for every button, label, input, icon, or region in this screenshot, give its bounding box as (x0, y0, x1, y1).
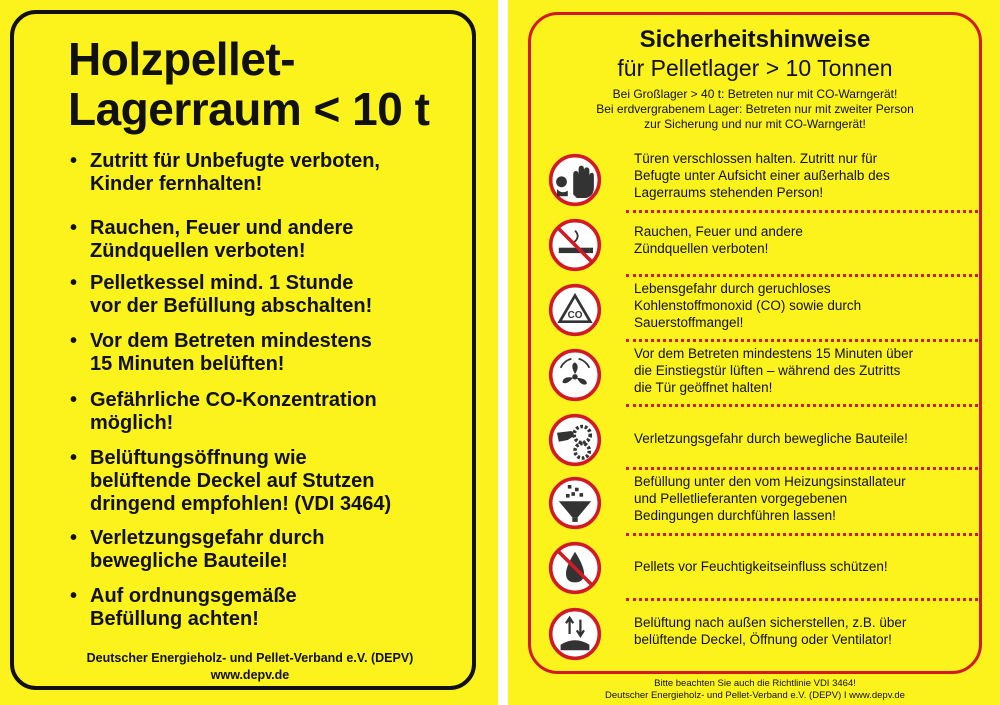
hazard-text-line: Lebensgefahr durch geruchloses (634, 281, 831, 296)
dotted-separator (626, 210, 978, 213)
right-sign-subtitle: für Pelletlager > 10 Tonnen (617, 55, 893, 81)
bullet: • (70, 389, 78, 411)
list-item (70, 150, 470, 196)
bullet: • (70, 447, 78, 469)
hazard-text-line: Lagerraums stehenden Person! (634, 185, 824, 200)
hazard-text (634, 345, 964, 396)
filling-funnel-icon (548, 476, 602, 530)
hazard-text-line: Vor dem Betreten mindestens 15 Minuten über (634, 346, 914, 361)
hazard-text-line: die Tür geöffnet halten! (634, 380, 773, 395)
list-item (70, 330, 470, 376)
bullet: • (70, 150, 78, 172)
list-item-line: Gefährliche CO-Konzentration (90, 389, 377, 411)
list-item-line: Vor dem Betreten mindestens (90, 330, 372, 352)
hazard-text (634, 150, 964, 201)
hazard-row (540, 604, 980, 664)
list-item-line: möglich! (90, 412, 174, 434)
list-item-line: belüftende Deckel auf Stutzen (90, 470, 375, 492)
list-item-line: Verletzungsgefahr durch (90, 527, 325, 549)
left-sign-footer (40, 650, 460, 684)
list-item-line: 15 Minuten belüften! (90, 353, 285, 375)
hazard-text-line: Belüftung nach außen sicherstellen, z.B. über (634, 615, 907, 630)
note-line: Bei Großlager > 40 t: Betreten nur mit CO-Warngerät! (612, 87, 898, 101)
hazard-text-line: Pellets vor Feuchtigkeitseinfluss schützen! (634, 559, 888, 574)
list-item-line: Zutritt für Unbefugte verboten, (90, 150, 380, 172)
hazard-text (634, 558, 964, 575)
dotted-separator (626, 274, 978, 277)
hazard-text-line: Befüllung unter den vom Heizungsinstallateur (634, 474, 906, 489)
hazard-text-line: Sauerstoffmangel! (634, 315, 744, 330)
water-drop-icon (548, 541, 602, 595)
list-item-line: Kinder fernhalten! (90, 173, 263, 195)
list-item-line: Auf ordnungsgemäße (90, 585, 297, 607)
hazard-text-line: und Pelletlieferanten vorgegebenen (634, 491, 848, 506)
bullet: • (70, 272, 78, 294)
publisher-url: www.depv.de (210, 668, 290, 682)
left-sign-title (68, 34, 488, 134)
list-item-line: Belüftungsöffnung wie (90, 447, 307, 469)
list-item (70, 447, 470, 516)
list-item-line: bewegliche Bauteile! (90, 550, 288, 572)
hazard-text (634, 280, 964, 331)
hazard-text-line: Befugte unter Aufsicht einer außerhalb des (634, 168, 890, 183)
note-line: zur Sicherung und nur mit CO-Warngerät! (644, 117, 866, 131)
right-sign-title: Sicherheitshinweise (639, 26, 871, 53)
hazard-text (634, 430, 964, 447)
list-item-line: Befüllung achten! (90, 608, 259, 630)
list-item-line: Pelletkessel mind. 1 Stunde (90, 272, 354, 294)
dotted-separator (626, 467, 978, 470)
dotted-separator (626, 598, 978, 601)
list-item (70, 272, 470, 318)
hazard-text-line: belüftende Deckel, Öffnung oder Ventilator! (634, 632, 892, 647)
bullet: • (70, 527, 78, 549)
dotted-separator (626, 339, 978, 342)
list-item-line: Zündquellen verboten! (90, 240, 306, 262)
bullet: • (70, 330, 78, 352)
left-sign (0, 0, 498, 705)
hazard-text (634, 473, 964, 524)
stop-hand-icon (548, 153, 602, 207)
hazard-text-line: Türen verschlossen halten. Zutritt nur für (634, 151, 878, 166)
hazard-row (540, 410, 980, 470)
hazard-row (540, 150, 980, 210)
no-smoking-icon (548, 218, 602, 272)
hazard-text (634, 614, 964, 648)
hazard-text-line: Kohlenstoffmonoxid (CO) sowie durch (634, 298, 862, 313)
co-icon-label: CO (567, 310, 583, 322)
hazard-row (540, 538, 980, 598)
right-sign (508, 0, 1000, 705)
hazard-row (540, 345, 980, 405)
list-item-line: dringend empfohlen! (VDI 3464) (90, 493, 392, 515)
list-item (70, 389, 470, 435)
guideline-note: Bitte beachten Sie auch die Richtlinie VDI 3464! (654, 678, 856, 689)
list-item-line: vor der Befüllung abschalten! (90, 295, 373, 317)
list-item (70, 217, 470, 263)
hazard-row (540, 473, 980, 533)
hazard-text (634, 223, 964, 257)
hazard-text-line: Bedingungen durchführen lassen! (634, 508, 836, 523)
bullet: • (70, 217, 78, 239)
hazard-row (540, 280, 980, 340)
hazard-text-line: die Einstiegstür lüften – während des Zutritts (634, 363, 901, 378)
ventilation-fan-icon (548, 348, 602, 402)
publisher-name: Deutscher Energieholz- und Pellet-Verband e.V. (DEPV) (86, 651, 414, 665)
right-sign-note (528, 87, 982, 132)
dotted-separator (626, 404, 978, 407)
bullet: • (70, 585, 78, 607)
hazard-text-line: Verletzungsgefahr durch bewegliche Bauteile! (634, 431, 908, 446)
publisher-info: Deutscher Energieholz- und Pellet-Verband e.V. (DEPV) I www.depv.de (605, 690, 905, 701)
co-warning-icon (548, 283, 602, 337)
hazard-text-line: Rauchen, Feuer und andere (634, 224, 803, 239)
air-vent-icon (548, 607, 602, 661)
list-item (70, 527, 470, 573)
list-item (70, 585, 470, 631)
title-line-2: Lagerraum < 10 t (68, 83, 430, 135)
hazard-row (540, 215, 980, 275)
dotted-separator (626, 533, 978, 536)
moving-parts-icon (548, 413, 602, 467)
right-sign-footer (528, 678, 982, 702)
note-line: Bei erdvergrabenem Lager: Betreten nur mit zweiter Person (596, 102, 914, 116)
list-item-line: Rauchen, Feuer und andere (90, 217, 354, 239)
hazard-text-line: Zündquellen verboten! (634, 241, 769, 256)
title-line-1: Holzpellet- (68, 33, 296, 85)
